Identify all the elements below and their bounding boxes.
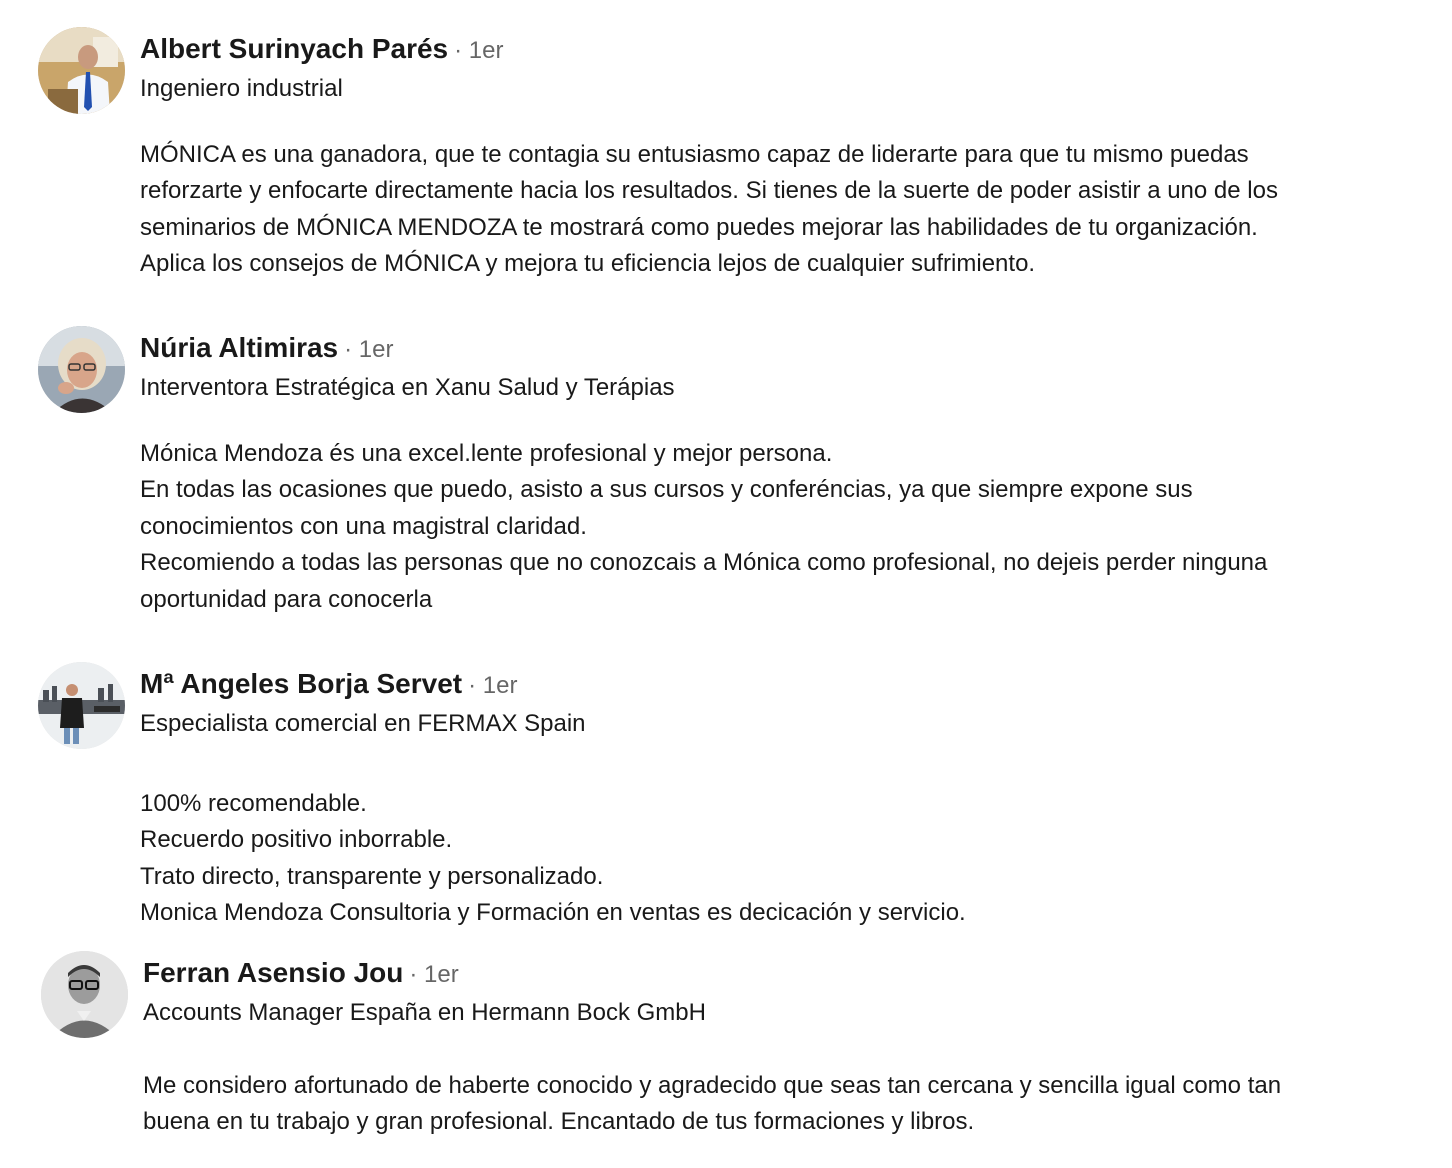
recommendation-text (140, 786, 1420, 932)
avatar[interactable] (38, 326, 125, 413)
recommender-headline: Accounts Manager España en Hermann Bock GmbH (143, 999, 706, 1026)
recommendation-line: MÓNICA es una ganadora, que te contagia su entusiasmo capaz de liderarte para que tu mismo puedas (140, 141, 1249, 168)
recommendation-line: Me considero afortunado de haberte conocido y agradecido que seas tan cercana y sencilla igual como tan (143, 1072, 1282, 1099)
profile-photo-woman-glasses-icon (38, 326, 125, 413)
recommendation-line: Mónica Mendoza és una excel.lente profesional y mejor persona. (140, 440, 833, 467)
recommendation-line: Trato directo, transparente y personalizado. (140, 862, 604, 890)
recommender-headline: Interventora Estratégica en Xanu Salud y Terápias (140, 374, 675, 401)
recommender-headline: Ingeniero industrial (140, 75, 343, 102)
recommendation-line: buena en tu trabajo y gran profesional. Encantado de tus formaciones y libros. (143, 1108, 975, 1136)
recommendation-line: reforzarte y enfocarte directamente hacia los resultados. Si tienes de la suerte de poder asistir a uno de los (140, 177, 1278, 205)
recommendation-text (143, 1068, 1423, 1141)
recommendation-line: Monica Mendoza Consultoria y Formación en ventas es decicación y servicio. (140, 899, 966, 927)
recommendation-line: Aplica los consejos de MÓNICA y mejora tu eficiencia lejos de cualquier sufrimiento. (140, 250, 1036, 278)
recommendation-line: Recuerdo positivo inborrable. (140, 826, 453, 854)
profile-photo-woman-standing-icon (38, 662, 125, 749)
connection-degree: · 1er (454, 37, 504, 64)
recommender-name[interactable]: Albert Surinyach Parés (140, 33, 449, 64)
recommendation-line: seminarios de MÓNICA MENDOZA te mostrará como puedes mejorar las habilidades de tu organización. (140, 213, 1258, 241)
connection-degree: · 1er (468, 672, 518, 699)
profile-photo-man-glasses-bw-icon (41, 951, 128, 1038)
profile-photo-man-office-icon (38, 27, 125, 114)
avatar[interactable] (41, 951, 128, 1038)
recommendation-line: conocimientos con una magistral claridad. (140, 512, 587, 540)
avatar[interactable] (38, 662, 125, 749)
recommender-name[interactable]: Ferran Asensio Jou (143, 957, 404, 988)
recommender-name[interactable]: Núria Altimiras (140, 332, 339, 363)
recommender-headline: Especialista comercial en FERMAX Spain (140, 710, 586, 737)
connection-degree: · 1er (409, 961, 459, 988)
recommendation-line: 100% recomendable. (140, 790, 367, 817)
recommendation-text (140, 137, 1420, 283)
recommendation-text (140, 436, 1420, 618)
avatar[interactable] (38, 27, 125, 114)
connection-degree: · 1er (344, 336, 394, 363)
recommendation-line: Recomiendo a todas las personas que no conozcais a Mónica como profesional, no dejeis perder ninguna (140, 549, 1268, 577)
recommender-name[interactable]: Mª Angeles Borja Servet (140, 668, 463, 699)
recommendation-line: oportunidad para conocerla (140, 585, 433, 613)
recommendation-line: En todas las ocasiones que puedo, asisto a sus cursos y conferéncias, ya que siempre expone sus (140, 476, 1193, 504)
